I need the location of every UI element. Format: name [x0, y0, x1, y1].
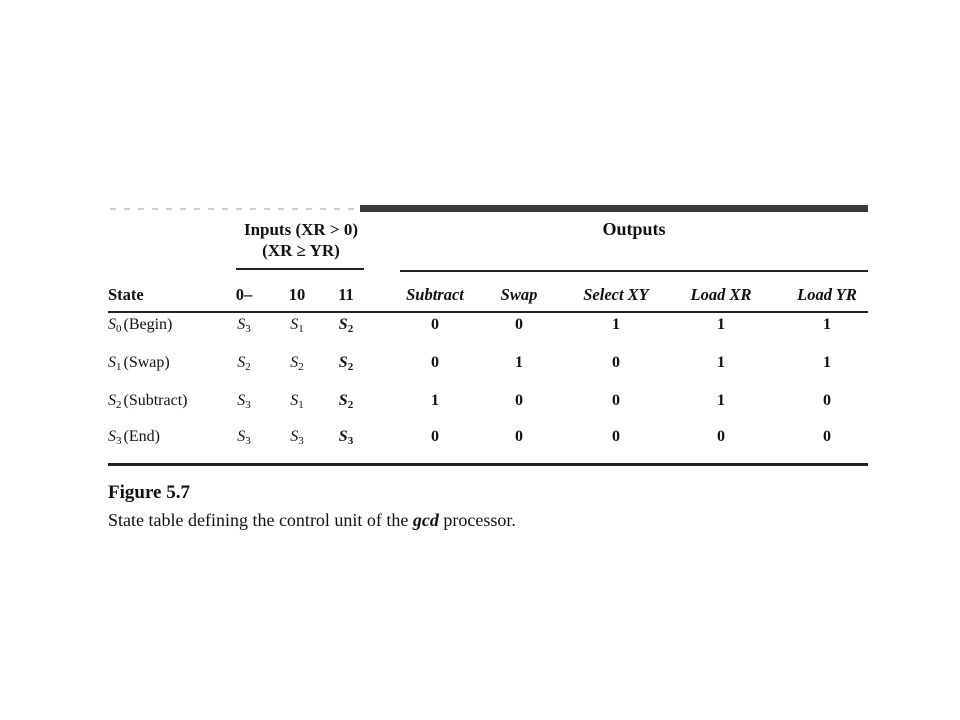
output-cell: 1: [612, 316, 620, 333]
output-cell: 1: [823, 354, 831, 371]
bottom-rule: [108, 463, 868, 466]
next-state-cell: $S_2$: [237, 354, 251, 373]
next-state-cell: $S_3$: [338, 428, 354, 447]
output-column-heading: Select XY: [583, 285, 649, 304]
output-cell: 1: [823, 316, 831, 333]
next-state-cell: $S_2$: [290, 354, 304, 373]
output-column-heading: Load XR: [690, 285, 752, 304]
next-state-cell: $S_2$: [338, 354, 354, 373]
input-column-heading: 10: [288, 285, 306, 304]
figure-caption: State table defining the control unit of the gcd processor.: [108, 510, 516, 530]
output-cell: 1: [717, 354, 725, 371]
output-cell: 0: [612, 428, 620, 445]
output-cell: 0: [431, 316, 439, 333]
output-column-heading: Swap: [500, 285, 538, 304]
output-cell: 0: [612, 392, 620, 409]
inputs-rule: [236, 268, 364, 270]
inputs-heading-line1: Inputs (XR > 0): [243, 220, 359, 239]
output-cell: 0: [612, 354, 620, 371]
output-cell: 1: [717, 392, 725, 409]
next-state-cell: $S_2$: [338, 316, 354, 335]
state-cell: $S_3$ (End): [108, 428, 160, 447]
input-column-heading: 11: [338, 285, 354, 304]
next-state-cell: $S_2$: [338, 392, 354, 411]
output-cell: 0: [823, 428, 831, 445]
output-cell: 0: [823, 392, 831, 409]
output-cell: 0: [515, 428, 523, 445]
next-state-cell: $S_3$: [290, 428, 304, 447]
state-column-heading: State: [108, 285, 144, 304]
output-cell: 0: [515, 316, 523, 333]
output-cell: 0: [515, 392, 523, 409]
outputs-group-heading: Outputs: [602, 219, 666, 239]
output-cell: 0: [717, 428, 725, 445]
output-cell: 0: [431, 428, 439, 445]
outputs-rule: [400, 270, 868, 272]
inputs-heading-line2: (XR ≥ YR): [262, 241, 340, 260]
output-cell: 0: [431, 354, 439, 371]
state-cell: $S_1$ (Swap): [108, 354, 170, 373]
inputs-group-heading: [236, 219, 366, 261]
next-state-cell: $S_1$: [290, 392, 304, 411]
next-state-cell: $S_3$: [237, 316, 251, 335]
output-column-heading: Load YR: [797, 285, 857, 304]
output-cell: 1: [431, 392, 439, 409]
output-cell: 1: [717, 316, 725, 333]
top-rule: [110, 205, 868, 213]
state-cell: $S_0$ (Begin): [108, 316, 173, 335]
output-column-heading: Subtract: [406, 285, 464, 304]
next-state-cell: $S_3$: [237, 428, 251, 447]
header-rule: [108, 311, 868, 313]
output-cell: 1: [515, 354, 523, 371]
next-state-cell: $S_1$: [290, 316, 304, 335]
next-state-cell: $S_3$: [237, 392, 251, 411]
figure-number: Figure 5.7: [108, 482, 190, 503]
input-column-heading: 0–: [235, 285, 253, 304]
state-cell: $S_2$ (Subtract): [108, 392, 188, 411]
